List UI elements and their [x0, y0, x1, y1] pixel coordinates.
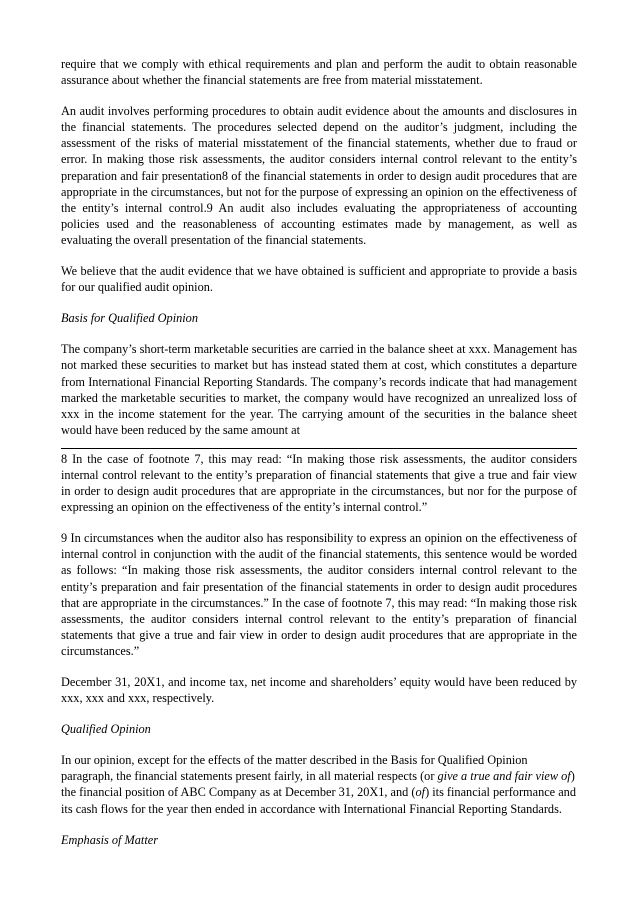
- paragraph-audit-requirements: require that we comply with ethical requirements and plan and perform the audit to obtain reasonable assurance about whether the financial statements are free from material misstatement.: [61, 57, 577, 88]
- paragraph-reduction-amounts: December 31, 20X1, and income tax, net income and shareholders’ equity would have been reduced by xxx, xxx and xxx, respectively.: [61, 675, 577, 706]
- opinion-italic-of: of: [415, 785, 426, 800]
- opinion-italic-true-and-fair: give a true and fair view of: [437, 769, 571, 784]
- footnote-separator: [61, 448, 577, 449]
- paragraph-audit-procedures: An audit involves performing procedures to obtain audit evidence about the amounts and disclosures in the financial statements. The procedures selected depend on the auditor’s judgment, including the assessment of the risks of material misstatement of the financial statements, whether due to fraud or error. In making those risk assessments, the auditor considers internal control relevant to the entity’s preparation and fair presentation8 of the financial statements in order to design audit procedures that are appropriate in the circumstances, but not for the purpose of expressing an opinion on the effectiveness of the entity’s internal control.9 An audit also includes evaluating the appropriateness of accounting policies used and the reasonableness of accounting estimates made by management, as well as evaluating the overall presentation of the financial statements.: [61, 104, 577, 247]
- paragraph-audit-evidence: We believe that the audit evidence that we have obtained is sufficient and appropriate to provide a basis for our qualified audit opinion.: [61, 264, 577, 295]
- footnote-8: 8 In the case of footnote 7, this may read: “In making those risk assessments, the auditor considers internal control relevant to the entity’s preparation of financial statements that give a true and fair view in order to design audit procedures that are appropriate in the circumstances, but nor for the purpose of expressing an opinion on the effectiveness of the entity’s internal control.”: [61, 451, 577, 515]
- heading-emphasis-of-matter: Emphasis of Matter: [61, 832, 159, 847]
- opinion-text-part2: ) the financial position of ABC Company as at December 31, 20X1, and (: [61, 769, 575, 800]
- footnotes: [61, 451, 577, 659]
- opinion-text-part3: ) its financial performance and its cash flows for the year then ended in accordance with International Financial Reporting Standards.: [61, 785, 576, 816]
- opinion-text-part1: In our opinion, except for the effects of the matter described in the Basis for Qualified Opinion paragraph, the financial statements present fairly, in all material respects (or: [61, 753, 528, 784]
- heading-basis-for-qualified-opinion: Basis for Qualified Opinion: [61, 311, 198, 326]
- paragraph-qualified-opinion: [61, 752, 577, 816]
- paragraph-marketable-securities: The company’s short-term marketable securities are carried in the balance sheet at xxx. Management has not marked these securities to market but has instead stated them at cost, which constitutes a departure from International Financial Reporting Standards. The company’s records indicate that had management marked the marketable securities to market, the company would have recognized an unrealized loss of xxx in the income statement for the year. The carrying amount of the securities in the balance sheet would have been reduced by the same amount at: [61, 342, 577, 437]
- footnote-9: 9 In circumstances when the auditor also has responsibility to express an opinion on the effectiveness of internal control in conjunction with the audit of the financial statements, this sentence would be worded as follows: “In making those risk assessments, the auditor considers internal control relevant to the entity’s preparation and fair presentation of the financial statements in order to design audit procedures that are appropriate in the circumstances.” In the case of footnote 7, this may read: “In making those risk assessments, the auditor considers internal control relevant to the entity’s preparation of financial statements that give a true and fair view in order to design audit procedures that are appropriate in the circumstances.”: [61, 531, 577, 658]
- heading-qualified-opinion: Qualified Opinion: [61, 722, 151, 737]
